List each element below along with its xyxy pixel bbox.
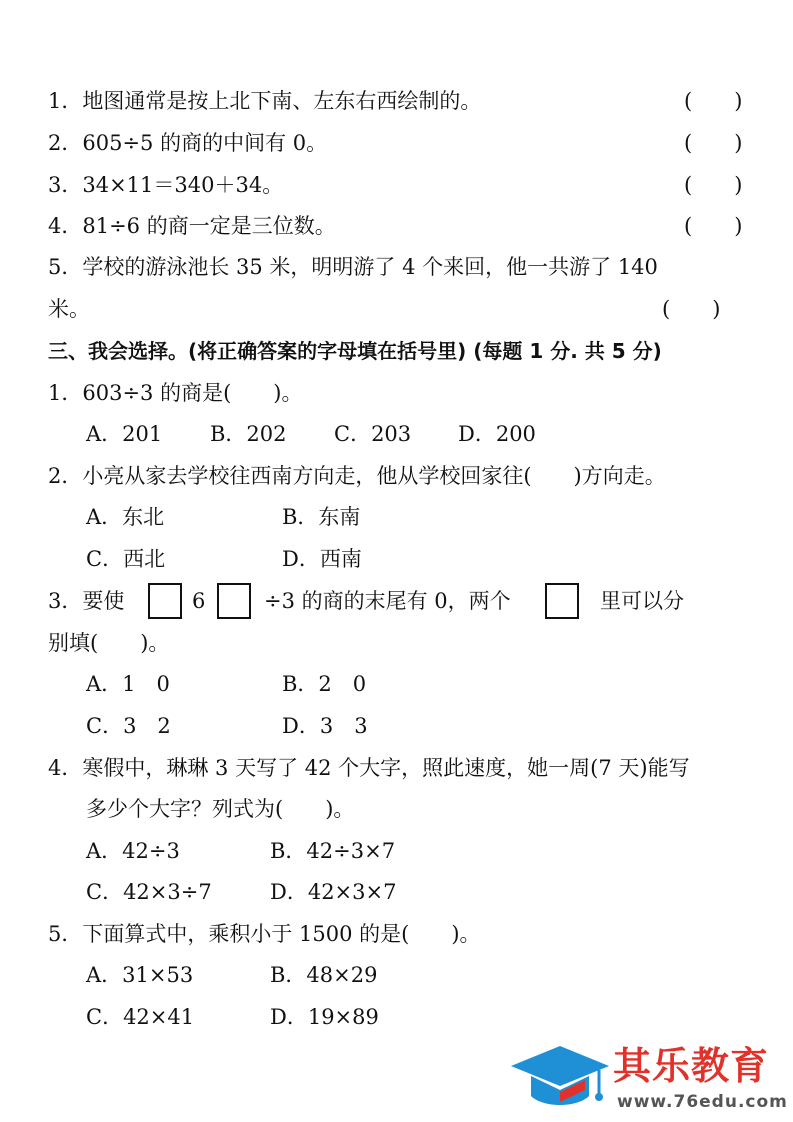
choice-q2-stem: 2．小亮从家去学校往西南方向走，他从学校回家往( )方向走。 xyxy=(48,464,666,488)
choice-q5-option-c: C．42×41 xyxy=(86,1005,195,1029)
choice-q1-option-b: B．202 xyxy=(210,422,287,446)
answer-paren-4[interactable]: ( ) xyxy=(684,214,743,238)
choice-q3-stem-c: ÷3 的商的末尾有 0，两个 xyxy=(264,589,511,613)
judge-item-5: 5．学校的游泳池长 35 米，明明游了 4 个来回，他一共游了 140 xyxy=(48,255,658,279)
logo xyxy=(505,1040,790,1118)
logo-url: www.76edu.com xyxy=(617,1092,788,1112)
choice-q3-stem-b: 6 xyxy=(192,589,206,613)
choice-q3-option-b: B．2 0 xyxy=(282,672,367,696)
choice-q3-stem-cont: 别填( )。 xyxy=(48,631,170,655)
graduation-cap-icon xyxy=(509,1042,611,1114)
choice-q1-option-d: D．200 xyxy=(458,422,536,446)
judge-item-4: 4．81÷6 的商一定是三位数。 xyxy=(48,214,336,238)
blank-box-3[interactable] xyxy=(545,583,579,619)
judge-item-3: 3．34×11＝340＋34。 xyxy=(48,173,284,197)
choice-q5-stem: 5．下面算式中，乘积小于 1500 的是( )。 xyxy=(48,922,481,946)
choice-q1-option-a: A．201 xyxy=(86,422,163,446)
choice-q4-stem: 4．寒假中，琳琳 3 天写了 42 个大字，照此速度，她一周(7 天)能写 xyxy=(48,756,690,780)
choice-q1-stem: 1．603÷3 的商是( )。 xyxy=(48,381,303,405)
choice-q3-stem-d: 里可以分 xyxy=(600,589,684,613)
blank-box-2[interactable] xyxy=(217,583,251,619)
answer-paren-3[interactable]: ( ) xyxy=(684,173,743,197)
choice-q5-option-d: D．19×89 xyxy=(270,1005,379,1029)
choice-q3-stem-a: 3．要使 xyxy=(48,589,125,613)
answer-paren-1[interactable]: ( ) xyxy=(684,89,743,113)
choice-q2-option-b: B．东南 xyxy=(282,505,361,529)
judge-item-5-cont: 米。 xyxy=(48,297,90,321)
choice-q3-option-d: D．3 3 xyxy=(282,714,368,738)
answer-paren-5[interactable]: ( ) xyxy=(662,297,721,321)
blank-box-1[interactable] xyxy=(148,583,182,619)
choice-q2-option-a: A．东北 xyxy=(86,505,165,529)
section-3-title: 三、我会选择。(将正确答案的字母填在括号里) (每题 1 分. 共 5 分) xyxy=(48,339,662,363)
choice-q4-option-a: A．42÷3 xyxy=(86,839,180,863)
choice-q2-option-c: C．西北 xyxy=(86,547,166,571)
choice-q5-option-a: A．31×53 xyxy=(86,963,194,987)
judge-item-2: 2．605÷5 的商的中间有 0。 xyxy=(48,131,328,155)
choice-q1-option-c: C．203 xyxy=(334,422,412,446)
logo-name: 其乐教育 xyxy=(613,1044,770,1088)
answer-paren-2[interactable]: ( ) xyxy=(684,131,743,155)
choice-q5-option-b: B．48×29 xyxy=(270,963,378,987)
choice-q3-option-a: A．1 0 xyxy=(86,672,170,696)
choice-q2-option-d: D．西南 xyxy=(282,547,362,571)
choice-q4-stem-cont: 多少个大字？列式为( )。 xyxy=(86,797,355,821)
choice-q3-option-c: C．3 2 xyxy=(86,714,171,738)
choice-q4-option-b: B．42÷3×7 xyxy=(270,839,396,863)
choice-q4-option-c: C．42×3÷7 xyxy=(86,880,212,904)
choice-q4-option-d: D．42×3×7 xyxy=(270,880,397,904)
judge-item-1: 1．地图通常是按上北下南、左东右西绘制的。 xyxy=(48,89,482,113)
